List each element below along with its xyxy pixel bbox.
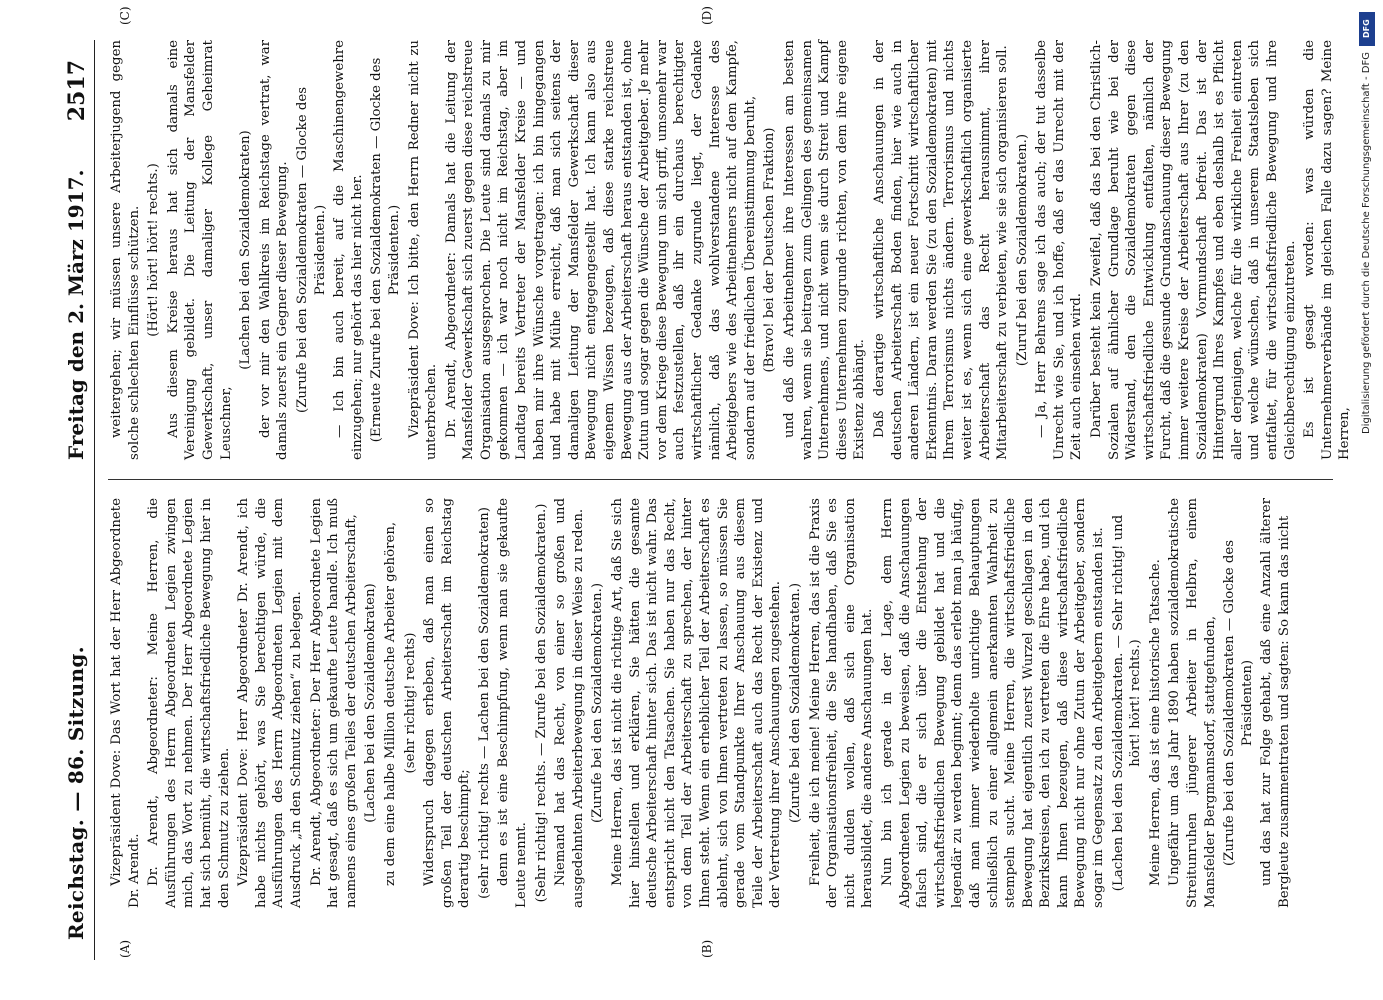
paragraph: zu dem eine halbe Million deutsche Arbeiter gehören, [382, 521, 398, 886]
paragraph: Meine Herren, das ist nicht die richtige Art, daß Sie sich hier hinstellen und erklären, Sie hätten die gesamte deutsche Arbeiterschaft hinter sich. Das ist nicht wahr. Das entspricht nicht den Tatsachen. Sie haben nur das Recht, von dem Teil der Arbeiterschaft zu sprechen, der hinter Ihnen steht. Wenn ein erheblicher Teil der Arbeiterschaft es ablehnt, sich von Ihnen vertreten zu lassen, so müssen Sie gerade vom Standpunkte Ihrer Anschauung aus diesem Teile der Arbeiterschaft auch das Recht der Existenz und der Vertretung ihrer Anschauungen zugestehen. [610, 498, 784, 908]
paragraph: weitergehen; wir müssen unsere Arbeiterjugend gegen solche schlechten Einflüsse schützen. [109, 40, 142, 460]
header-date: Freitag den 2. März 1917. [64, 169, 88, 460]
paragraph: und daß die Arbeitnehmer ihre Interessen am besten wahren, wenn sie beitragen zum Gelingen des gemeinsamen Unternehmens, und nicht wenn sie durch Streit und Kampf dieses Unternehmen zugrunde richten, von dem ihre eigene Existenz abhängt. [781, 40, 868, 460]
interjection: (Lachen bei den Sozialdemokraten. — Sehr richtig! und hört! hört! rechts.) [1110, 514, 1144, 892]
credit-text: Digitalisierung gefördert durch die Deutsche Forschungsgemeinschaft - DFG [1361, 52, 1372, 435]
interjection: (Zurufe bei den Sozialdemokraten — Glocke des Präsidenten) [1222, 539, 1255, 867]
column-divider [108, 479, 1333, 480]
paragraph: Widerspruch dagegen erheben, daß man einen so großen Teil der deutschen Arbeiterschaft im Reichstag derartig beschimpft; [422, 498, 473, 908]
paragraph: Niemand hat das Recht, von einer so großen und ausgedehnten Arbeiterbewegung in dieser Weise zu reden. [553, 498, 586, 908]
page-header [60, 40, 95, 960]
paragraph: Vizepräsident Dove: Das Wort hat der Herr Abgeordnete Dr. Arendt. [109, 498, 142, 908]
paragraph: Meine Herren, das ist eine historische Tatsache. [1147, 559, 1163, 886]
paragraph: der vor mir den Wahlkreis im Reichstage vertrat, war damals zuerst ein Gegner dieser Bewegung. [257, 40, 291, 460]
interjection: (Zurufe bei den Sozialdemokraten.) [590, 582, 606, 824]
interjection: (Sehr richtig! rechts. — Zurufe bei den Sozialdemokraten.) [533, 503, 549, 903]
page-number: 2517 [64, 60, 90, 122]
paragraph: Nun bin ich gerade in der Lage, dem Herrn Abgeordneten Legien zu beweisen, daß die Anschauungen falsch sind, die er sich über die Entstehung der wirtschaftsfriedlichen Bewegung gebildet hat und die legendär zu werden beginnt; denn das erlebt man ja häufig, daß man immer wiederholte unrichtige Behauptungen schließlich zu einer allgemein anerkannten Wahrheit zu stempeln sucht. Meine Herren, die wirtschaftsfriedliche Bewegung hat eigentlich zuerst Wurzel geschlagen in den Bezirkskreisen, den ich zu vertreten die Ehre habe, und ich kann Ihnen bezeugen, daß diese wirtschaftsfriedliche Bewegung nicht nur ohne Zutun der Arbeitgeber, sondern sogar im Gegensatz zu den Arbeitgebern entstanden ist. [879, 498, 1107, 908]
interjection: (sehr richtig! rechts — Lachen bei den Sozialdemokraten) [476, 507, 492, 899]
interjection: (Hört! hört! hört! rechts.) [146, 163, 162, 337]
paragraph: Darüber besteht kein Zweifel, daß das bei den Christlich-Sozialen auf ähnlicher Grundlage beruht wie bei der Widerstand, den die Sozialdemokraten gegen diese wirtschaftsfriedliche Entwicklung entfalten, nämlich der Furcht, daß die gesunde Grundanschauung dieser Bewegung immer weitere Kreise der Arbeiterschaft aus Ihrer (zu den Sozialdemokraten) Vormundschaft befreit. Das ist der Hintergrund Ihres Kampfes und eben deshalb ist es Pflicht aller derjenigen, welche für die wirkliche Freiheit eintreten und welche wünschen, daß in unserem Staatsleben sich entfaltet, für die wirtschaftsfriedliche Bewegung und ihre Gleichberechtigung einzutreten. [1089, 40, 1298, 460]
paragraph: Aus diesem Kreise heraus hat sich damals eine Vereinigung gebildet. Die Leitung der Mansfelder Gewerkschaft, unser damaliger Kollege Geheimrat Leuschner, [165, 40, 234, 460]
paragraph: — Ich bin auch bereit, auf die Maschinengewehre einzugehen; nur gehört das hier nicht her. [332, 40, 365, 460]
interjection: (Zurufe bei den Sozialdemokraten — Glocke des Präsidenten.) [294, 86, 328, 414]
paragraph: Daß derartige wirtschaftliche Anschauungen in der deutschen Arbeiterschaft Boden finden, hier wie auch in anderen Ländern, ist ein neuer Fortschritt wirtschaftlicher Erkenntnis. Daran werden Sie (zu den Sozialdemokraten) mit Ihrem Terrorismus nichts ändern. Terrorismus und nichts weiter ist es, wenn sich eine gewerkschaftlich organisierte Arbeiterschaft das Recht herausnimmt, ihrer Mitarbeiterschaft zu verbieten, wie sie sich organisieren soll. [871, 40, 1011, 460]
interjection: (Bravo! bei der Deutschen Fraktion) [762, 127, 778, 373]
digitization-credit [1357, 8, 1379, 992]
paragraph: Dr. Arendt, Abgeordneter: Meine Herren, die Ausführungen des Herrn Abgeordneten Legien zwingen mich, das Wort zu nehmen. Der Herr Abgeordnete Legien hat sich bemüht, die wirtschaftsfriedliche Bewegung hier in den Schmutz zu ziehen. [146, 498, 232, 908]
interjection: (Lachen bei den Sozialdemokraten) [363, 583, 379, 823]
interjection: (sehr richtig! rechts) [402, 632, 418, 774]
paragraph: Vizepräsident Dove: Herr Abgeordneter Dr. Arendt, ich habe nichts gehört, was Sie berechtigen würde, die Ausführungen des Herrn Abgeordneten Legien mit dem Ausdruck „in den Schmutz ziehen“ zu belegen. [236, 498, 304, 908]
margin-mark-d: (D) [700, 6, 714, 25]
paragraph: denn es ist eine Beschimpfung, wenn man sie gekaufte Leute nennt. [496, 498, 530, 908]
paragraph: Dr. Arendt, Abgeordneter: Der Herr Abgeordnete Legien hat gesagt, daß es sich um gekaufte Leute handle. Ich muß namens eines großen Teiles der deutschen Arbeiterschaft, [308, 498, 359, 908]
text-column-right [108, 40, 1356, 460]
margin-mark-a: (A) [118, 939, 132, 958]
margin-mark-b: (B) [700, 939, 714, 958]
interjection: (Zuruf bei den Sozialdemokraten.) [1014, 133, 1030, 367]
paragraph: Vizepräsident Dove: Ich bitte, den Herrn Redner nicht zu unterbrechen. [406, 40, 440, 460]
interjection: (Erneute Zurufe bei den Sozialdemokraten — Glocke des Präsidenten.) [369, 57, 402, 443]
paragraph: Dr. Arendt, Abgeordneter: Damals hat die Leitung der Mansfelder Gewerkschaft sich zuerst gegen diese reichstreue Organisation ausgesprochen. Die Leute sind damals zu mir gekommen — ich war noch nicht im Reichstag, aber im Landtag bereits Vertreter der Mansfelder Kreise — und haben mir ihre Wünsche vorgetragen: ich bin hingegangen und habe mit Mühe erreicht, daß man sich seitens der damaligen Leitung der Mansfelder Gewerkschaft dieser Bewegung nicht entgegengestellt hat. Ich kann also aus eigenem Wissen bezeugen, daß diese starke reichstreue Bewegung aus der Arbeiterschaft heraus entstanden ist, ohne Zutun und sogar gegen die Wünsche der Arbeitgeber. Je mehr vor dem Kriege diese Bewegung um sich griff, umsomehr war auch festzustellen, daß ihr ein durchaus berechtigter wirtschaftlicher Gedanke zugrunde liegt, der Gedanke nämlich, daß das wohlverstandene Interesse des Arbeitgebers wie des Arbeitnehmers nicht auf dem Kampfe, sondern auf der friedlichen Übereinstimmung beruht, [443, 40, 758, 460]
paragraph: — Ja, Herr Behrens sage ich das auch; der tut dasselbe Unrecht wie Sie, und ich hoffe, daß er das Unrecht mit der Zeit auch einsehen wird. [1034, 40, 1085, 460]
paragraph: Ungefähr um das Jahr 1890 haben sozialdemokratische Streitunruhen jüngerer Arbeiter in Helbra, einem Mansfelder Bergmannsdorf, stattgefunden, [1167, 498, 1218, 908]
interjection: (Zurufe bei den Sozialdemokraten.) [787, 582, 803, 824]
paragraph: und das hat zur Folge gehabt, daß eine Anzahl älterer Bergleute zusammentraten und sagten: So kann das nicht [1259, 498, 1292, 908]
margin-mark-c: (C) [118, 6, 132, 25]
paragraph: Es ist gesagt worden: was würden die Unternehmerverbände im gleichen Falle dazu sagen? Meine Herren, [1302, 40, 1353, 460]
dfg-logo: DFG [1359, 12, 1375, 46]
text-column-left [108, 498, 1296, 908]
header-session: Reichstag. — 86. Sitzung. [64, 646, 88, 940]
interjection: (Lachen bei den Sozialdemokraten) [238, 130, 254, 370]
paragraph: Freiheit, die ich meine! Meine Herren, das ist die Praxis der Organisationsfreiheit, die Sie handhaben, daß Sie es nicht dulden wollen, daß sich eine Organisation herausbildet, die andere Anschauungen hat. [807, 498, 876, 908]
